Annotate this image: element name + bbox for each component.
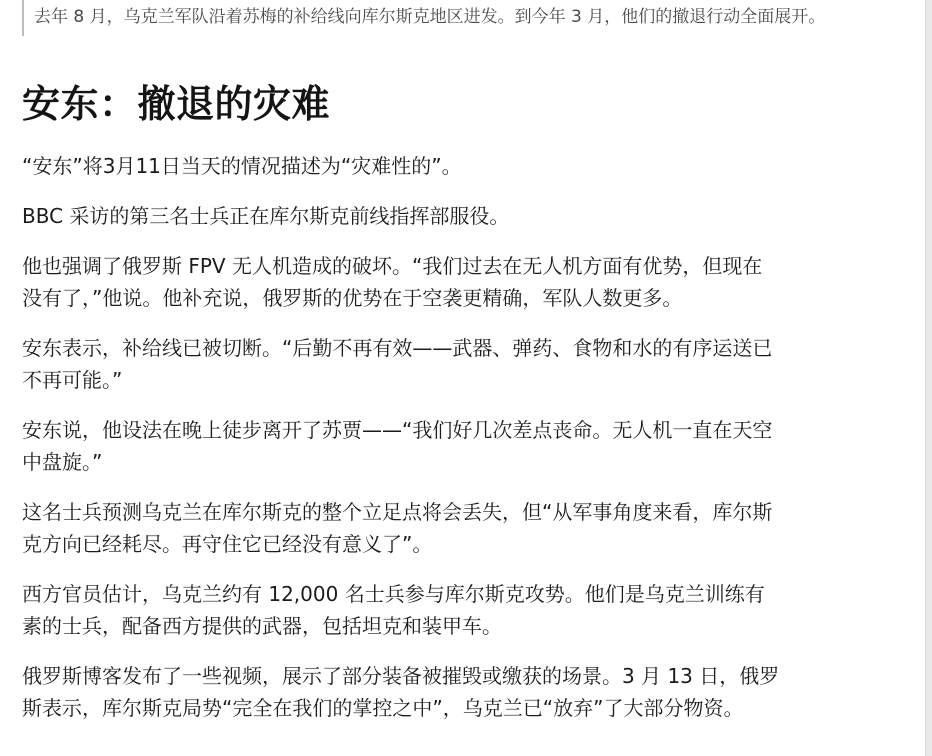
paragraph: 安东说，他设法在晚上徒步离开了苏贾——“我们好几次差点丧命。无人机一直在天空中盘旋。” bbox=[22, 418, 773, 474]
paragraph: BBC 采访的第三名士兵正在库尔斯克前线指挥部服役。 bbox=[22, 204, 510, 228]
paragraph: 西方官员估计，乌克兰约有 12,000 名士兵参与库尔斯克攻势。他们是乌克兰训练有素的士兵，配备西方提供的武器，包括坦克和装甲车。 bbox=[22, 582, 765, 638]
paragraph: 俄罗斯博客发布了一些视频，展示了部分装备被摧毁或缴获的场景。3 月 13 日，俄罗斯表示，库尔斯克局势“完全在我们的掌控之中”，乌克兰已“放弃”了大部分物资。 bbox=[22, 664, 780, 720]
paragraph: 安东表示，补给线已被切断。“后勤不再有效——武器、弹药、食物和水的有序运送已不再可能。” bbox=[22, 336, 773, 392]
paragraph: 这名士兵预测乌克兰在库尔斯克的整个立足点将会丢失，但“从军事角度来看，库尔斯克方向已经耗尽。再守住它已经没有意义了”。 bbox=[22, 500, 773, 556]
image-caption: 去年 8 月，乌克兰军队沿着苏梅的补给线向库尔斯克地区进发。到今年 3 月，他们的撤退行动全面展开。 bbox=[22, 0, 902, 36]
window-edge bbox=[925, 0, 932, 756]
paragraph: “安东”将3月11日当天的情况描述为“灾难性的”。 bbox=[22, 154, 462, 178]
section-heading: 安东：撤退的灾难 bbox=[22, 82, 331, 126]
article-body bbox=[22, 150, 782, 742]
paragraph: 他也强调了俄罗斯 FPV 无人机造成的破坏。“我们过去在无人机方面有优势，但现在没有了，”他说。他补充说，俄罗斯的优势在于空袭更精确，军队人数更多。 bbox=[22, 254, 763, 310]
